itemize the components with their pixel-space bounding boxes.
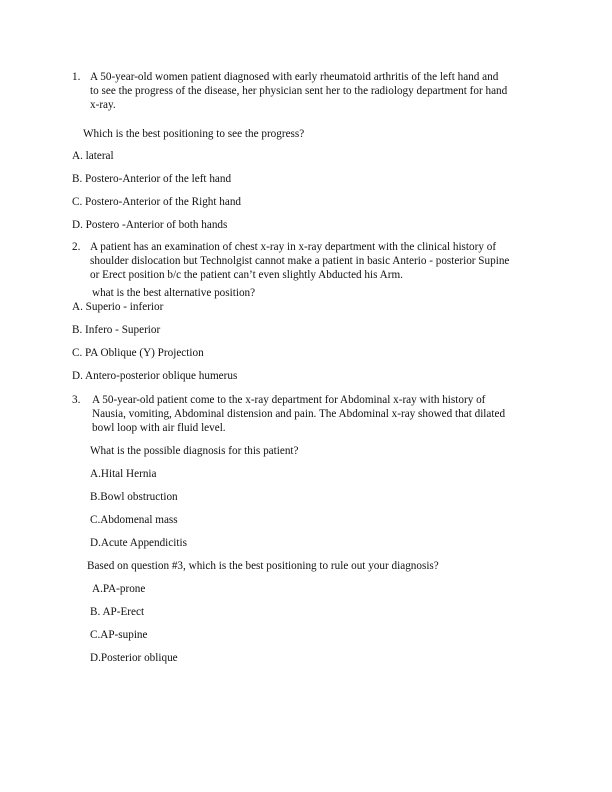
question-stem	[92, 393, 542, 435]
stem-line: shoulder dislocation but Technolgist cannot make a patient in basic Anterio - posterior Supine	[90, 255, 510, 267]
answer-option: A. lateral	[72, 150, 114, 162]
answer-option: B.Bowl obstruction	[90, 491, 178, 503]
stem-line: A 50-year-old patient come to the x-ray department for Abdominal x-ray with history of	[92, 394, 486, 406]
answer-option: A.Hital Hernia	[90, 468, 157, 480]
answer-option: C. Postero-Anterior of the Right hand	[72, 196, 242, 208]
answer-option: D.Acute Appendicitis	[90, 537, 187, 549]
answer-option: B. AP-Erect	[90, 606, 145, 618]
question-number: 1.	[72, 71, 81, 83]
answer-option: A.PA-prone	[92, 583, 146, 595]
question-prompt: what is the best alternative position?	[92, 287, 256, 299]
question-prompt: What is the possible diagnosis for this patient?	[90, 445, 299, 457]
answer-option: C.AP-supine	[90, 629, 148, 641]
answer-option: A. Superio - inferior	[72, 301, 164, 313]
stem-line: or Erect position b/c the patient can’t even slightly Abducted his Arm.	[90, 269, 403, 281]
question-number: 3.	[72, 394, 81, 406]
answer-option: C. PA Oblique (Y) Projection	[72, 347, 204, 359]
stem-line: bowl loop with air fluid level.	[92, 422, 226, 434]
stem-line: to see the progress of the disease, her physician sent her to the radiology department for hand	[90, 85, 508, 97]
stem-line: A 50-year-old women patient diagnosed with early rheumatoid arthritis of the left hand and	[90, 71, 499, 83]
answer-option: C.Abdomenal mass	[90, 514, 178, 526]
stem-line: Nausia, vomiting, Abdominal distension and pain. The Abdominal x-ray showed that dilated	[92, 408, 506, 420]
answer-option: D. Antero-posterior oblique humerus	[72, 370, 238, 382]
question-number: 2.	[72, 241, 81, 253]
question-prompt: Based on question #3, which is the best positioning to rule out your diagnosis?	[87, 560, 439, 572]
answer-option: B. Postero-Anterior of the left hand	[72, 173, 232, 185]
question-stem	[90, 70, 542, 112]
answer-option: D.Posterior oblique	[90, 652, 178, 664]
question-prompt: Which is the best positioning to see the progress?	[83, 128, 305, 140]
answer-option: D. Postero -Anterior of both hands	[72, 219, 228, 231]
stem-line: x-ray.	[90, 99, 116, 111]
answer-option: B. Infero - Superior	[72, 324, 161, 336]
stem-line: A patient has an examination of chest x-ray in x-ray department with the clinical history of	[90, 241, 497, 253]
question-stem	[90, 240, 542, 282]
